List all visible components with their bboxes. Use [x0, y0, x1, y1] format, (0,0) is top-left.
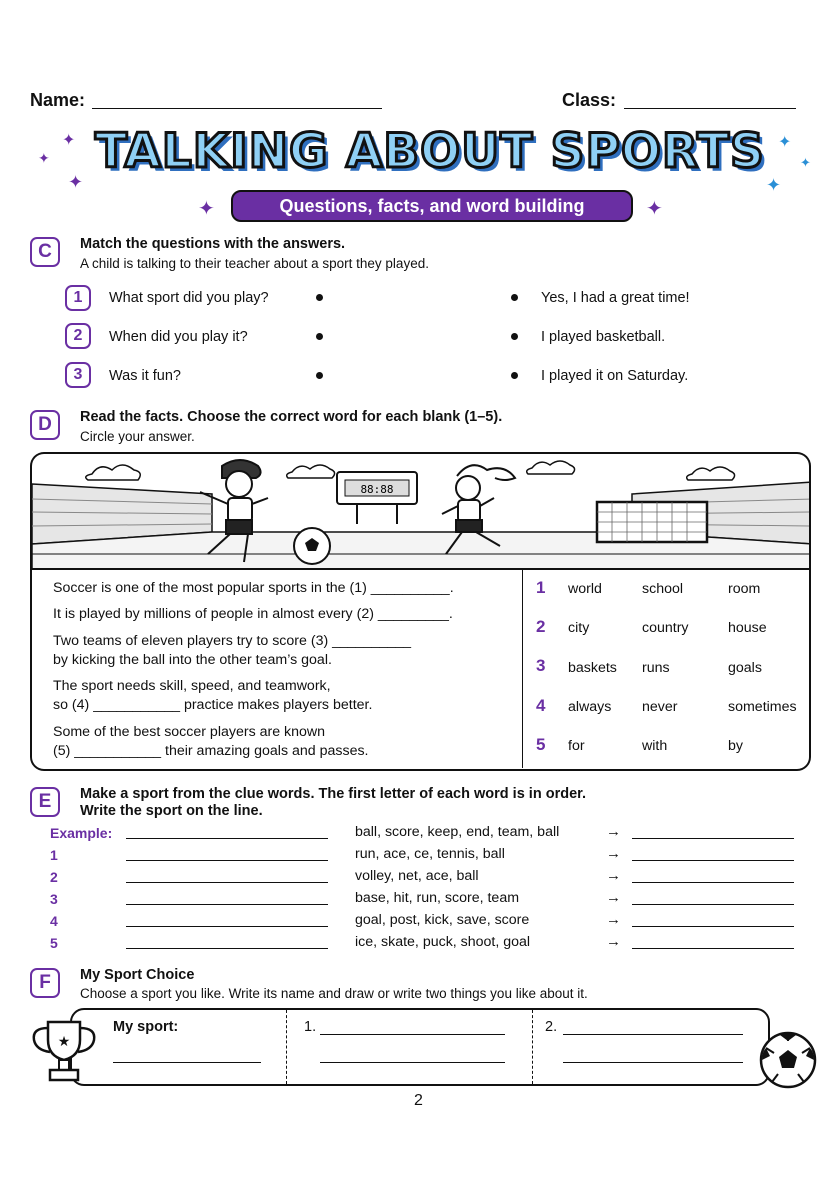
option-word[interactable]: always	[568, 699, 612, 715]
clue-words: base, hit, run, score, team	[355, 890, 520, 906]
class-label: Class:	[562, 90, 617, 110]
match-dot-right[interactable]	[511, 372, 518, 379]
class-field[interactable]	[624, 108, 796, 109]
match-dot-left[interactable]	[316, 333, 323, 340]
option-word[interactable]: runs	[642, 660, 670, 676]
item-1-label: 1.	[304, 1019, 317, 1035]
option-word[interactable]: room	[728, 581, 761, 597]
worksheet-title-text: TALKING ABOUT SPORTS	[95, 124, 765, 179]
sparkle-icon: ✦	[766, 175, 782, 195]
option-word[interactable]: baskets	[568, 660, 617, 676]
item-2-line-2[interactable]	[563, 1062, 743, 1063]
option-number: 5	[536, 735, 546, 754]
section-f-subtitle: Choose a sport you like. Write its name and draw or write two things you like about it.	[80, 986, 588, 1001]
svg-text:★: ★	[57, 1033, 71, 1049]
row-label: 2	[50, 869, 58, 885]
question-number: 1	[65, 285, 91, 311]
question-text: Was it fun?	[109, 368, 181, 384]
arrow-icon: →	[606, 845, 621, 862]
match-dot-right[interactable]	[511, 333, 518, 340]
section-e-title: Make a sport from the clue words. The first letter of each word is in order.	[80, 786, 586, 802]
trophy-icon	[26, 1018, 102, 1084]
fact-line: It is played by millions of people in almost every (2) _________.	[53, 606, 453, 622]
answer-line[interactable]	[126, 838, 328, 839]
soccer-ball-icon	[758, 1030, 818, 1090]
scoreboard-text: 88:88	[360, 483, 394, 496]
section-d-title: Read the facts. Choose the correct word for each blank (1–5).	[80, 409, 503, 425]
clue-words: ice, skate, puck, shoot, goal	[355, 934, 531, 950]
option-word[interactable]: goals	[728, 660, 762, 676]
section-f-title: My Sport Choice	[80, 967, 195, 983]
option-word[interactable]: by	[728, 738, 743, 754]
arrow-icon: →	[606, 867, 621, 884]
option-word[interactable]: world	[568, 581, 602, 597]
clue-words: ball, score, keep, end, team, ball	[355, 824, 560, 840]
section-d-badge: D	[30, 410, 60, 440]
question-text: When did you play it?	[109, 329, 248, 345]
fact-line: Two teams of eleven players try to score (3) __________	[53, 633, 412, 649]
option-number: 4	[536, 696, 546, 715]
sparkle-icon: ✦	[38, 150, 50, 166]
worksheet-title	[95, 124, 765, 186]
item-1-line[interactable]	[320, 1034, 505, 1035]
answer-line[interactable]	[126, 882, 328, 883]
clue-words: volley, net, ace, ball	[355, 868, 479, 884]
item-2-line[interactable]	[563, 1034, 743, 1035]
option-word[interactable]: with	[642, 738, 668, 754]
soccer-scene-illustration	[30, 452, 811, 570]
option-word[interactable]: for	[568, 738, 585, 754]
option-word[interactable]: sometimes	[728, 699, 797, 715]
answer-line[interactable]	[126, 860, 328, 861]
page-number: 2	[414, 1092, 423, 1109]
fact-line: so (4) ___________ practice makes players better.	[53, 697, 373, 713]
arrow-icon: →	[606, 933, 621, 950]
section-e-badge: E	[30, 787, 60, 817]
fact-line: Soccer is one of the most popular sports in the (1) __________.	[53, 580, 454, 596]
section-d-subtitle: Circle your answer.	[80, 429, 195, 444]
fact-line: The sport needs skill, speed, and teamwork,	[53, 678, 331, 694]
box-divider	[286, 1010, 287, 1084]
option-word[interactable]: never	[642, 699, 678, 715]
match-dot-left[interactable]	[316, 294, 323, 301]
answer-text: Yes, I had a great time!	[541, 290, 690, 306]
item-1-line-2[interactable]	[320, 1062, 505, 1063]
arrow-icon: →	[606, 889, 621, 906]
my-sport-label: My sport:	[113, 1019, 179, 1035]
answer-text: I played it on Saturday.	[541, 368, 689, 384]
row-label: 1	[50, 847, 58, 863]
fact-line: by kicking the ball into the other team’s goal.	[53, 652, 332, 668]
worksheet-subtitle: Questions, facts, and word building	[231, 190, 633, 222]
sparkle-icon: ✦	[198, 198, 215, 220]
sport-answer-line[interactable]	[632, 838, 794, 839]
option-number: 1	[536, 578, 546, 597]
sparkle-icon: ✦	[778, 134, 792, 151]
sparkle-icon: ✦	[800, 155, 811, 170]
section-c-badge: C	[30, 237, 60, 267]
option-word[interactable]: house	[728, 620, 767, 636]
match-dot-left[interactable]	[316, 372, 323, 379]
sport-answer-line[interactable]	[632, 948, 794, 949]
sport-answer-line[interactable]	[632, 904, 794, 905]
fact-line: Some of the best soccer players are known	[53, 724, 326, 740]
section-c-title: Match the questions with the answers.	[80, 236, 346, 252]
answer-line[interactable]	[126, 926, 328, 927]
clue-words: goal, post, kick, save, score	[355, 912, 530, 928]
question-number: 2	[65, 323, 91, 349]
option-number: 3	[536, 656, 546, 675]
option-word[interactable]: school	[642, 581, 684, 597]
row-label: 3	[50, 891, 58, 907]
question-text: What sport did you play?	[109, 290, 269, 306]
option-word[interactable]: country	[642, 620, 689, 636]
match-dot-right[interactable]	[511, 294, 518, 301]
clue-words: run, ace, ce, tennis, ball	[355, 846, 505, 862]
answer-line[interactable]	[126, 904, 328, 905]
row-label: 5	[50, 935, 58, 951]
fact-line: (5) ___________ their amazing goals and passes.	[53, 743, 369, 759]
sparkle-icon: ✦	[62, 132, 76, 149]
section-e-title-2: Write the sport on the line.	[80, 803, 263, 819]
name-label: Name:	[30, 90, 86, 110]
sport-answer-line[interactable]	[632, 926, 794, 927]
answer-line[interactable]	[126, 948, 328, 949]
box-divider	[532, 1010, 533, 1084]
answer-text: I played basketball.	[541, 329, 666, 345]
option-number: 2	[536, 617, 546, 636]
sport-answer-line[interactable]	[632, 882, 794, 883]
section-f-badge: F	[30, 968, 60, 998]
arrow-icon: →	[606, 911, 621, 928]
my-sport-line[interactable]	[113, 1062, 261, 1063]
question-number: 3	[65, 362, 91, 388]
option-word[interactable]: city	[568, 620, 590, 636]
sport-answer-line[interactable]	[632, 860, 794, 861]
row-label: Example:	[50, 825, 113, 841]
section-c-subtitle: A child is talking to their teacher about a sport they played.	[80, 256, 429, 271]
row-label: 4	[50, 913, 58, 929]
item-2-label: 2.	[545, 1019, 558, 1035]
sparkle-icon: ✦	[68, 172, 84, 192]
facts-divider	[522, 570, 523, 768]
stadium-illustration	[32, 454, 811, 570]
arrow-icon: →	[606, 823, 621, 840]
sparkle-icon: ✦	[646, 198, 663, 220]
name-field[interactable]	[92, 108, 382, 109]
